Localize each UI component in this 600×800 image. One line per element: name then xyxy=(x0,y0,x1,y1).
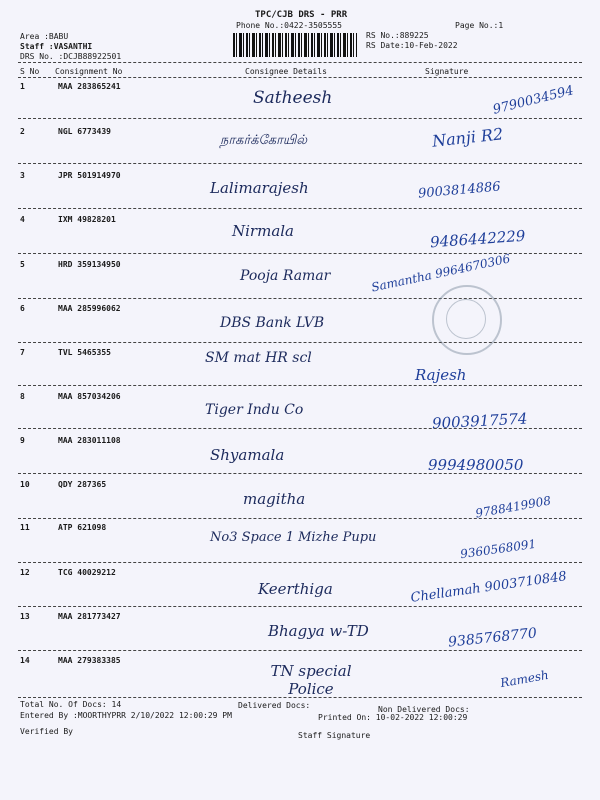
row-signature: 9360568091 xyxy=(459,536,537,562)
row-sno: 14 xyxy=(20,656,30,665)
drs-number: DRS No. :DCJB88922501 xyxy=(20,52,122,61)
row-consignee: Pooja Ramar xyxy=(240,268,331,284)
row-signature: 9788419908 xyxy=(474,493,552,521)
rs-number: RS No.:889225 xyxy=(366,31,429,40)
row-consignee: Keerthiga xyxy=(258,580,333,598)
row-divider xyxy=(18,118,582,119)
row-sno: 9 xyxy=(20,436,25,445)
row-consignment: NGL 6773439 xyxy=(58,127,111,136)
area-field: Area :BABU xyxy=(20,32,69,41)
row-consignee: நாகர்க்கோயில் xyxy=(220,133,308,148)
row-divider xyxy=(18,428,582,429)
non-delivered-docs: Non Delivered Docs: xyxy=(378,705,470,714)
row-divider xyxy=(18,342,582,343)
header-rule-bottom xyxy=(18,77,582,78)
row-sno: 1 xyxy=(20,82,25,91)
row-consignee: Satheesh xyxy=(253,88,333,108)
company-stamp xyxy=(432,285,502,355)
row-sno: 12 xyxy=(20,568,30,577)
row-sno: 4 xyxy=(20,215,25,224)
row-signature: Samantha 9964670306 xyxy=(370,251,512,295)
row-divider xyxy=(18,650,582,651)
row-consignee: TN special Police xyxy=(270,662,352,698)
row-consignment: HRD 359134950 xyxy=(58,260,121,269)
row-divider xyxy=(18,606,582,607)
row-consignee: Nirmala xyxy=(232,222,294,240)
row-consignee: Lalimarajesh xyxy=(210,179,309,197)
row-consignee: Shyamala xyxy=(210,446,285,464)
row-consignee: magitha xyxy=(243,490,306,508)
row-divider xyxy=(18,208,582,209)
row-consignee: Bhagya w-TD xyxy=(268,622,369,640)
row-consignment: QDY 287365 xyxy=(58,480,107,489)
row-divider xyxy=(18,518,582,519)
row-signature: Ramesh xyxy=(499,667,550,691)
barcode xyxy=(233,33,357,57)
phone-number: Phone No.:0422-3505555 xyxy=(236,21,342,30)
row-consignment: TCG 40029212 xyxy=(58,568,116,577)
row-consignment: ATP 621098 xyxy=(58,523,107,532)
row-consignment: IXM 49828201 xyxy=(58,215,116,224)
document-title: TPC/CJB DRS - PRR xyxy=(255,10,348,20)
row-divider xyxy=(18,385,582,386)
row-consignee: No3 Space 1 Mizhe Pupu xyxy=(210,530,377,545)
row-signature: Chellamah 9003710848 xyxy=(409,569,568,606)
row-signature: Rajesh xyxy=(415,366,467,384)
row-consignment: MAA 285996062 xyxy=(58,304,121,313)
row-consignment: MAA 283011108 xyxy=(58,436,121,445)
row-consignment: JPR 501914970 xyxy=(58,171,121,180)
column-header-sno: S No xyxy=(20,67,40,76)
row-signature: 9994980050 xyxy=(428,456,524,474)
rs-date: RS Date:10-Feb-2022 xyxy=(366,41,458,50)
printed-on: Printed On: 10-02-2022 12:00:29 xyxy=(318,713,468,722)
column-header-consignee: Consignee Details xyxy=(245,67,327,76)
row-sno: 11 xyxy=(20,523,30,532)
row-sno: 2 xyxy=(20,127,25,136)
row-divider xyxy=(18,562,582,563)
row-consignee: SM mat HR scl xyxy=(205,350,312,366)
row-divider xyxy=(18,163,582,164)
row-consignment: MAA 857034206 xyxy=(58,392,121,401)
row-sno: 10 xyxy=(20,480,30,489)
column-header-signature: Signature xyxy=(425,67,469,76)
row-consignee: DBS Bank LVB xyxy=(220,315,325,331)
row-consignment: TVL 5465355 xyxy=(58,348,111,357)
row-consignment: MAA 283865241 xyxy=(58,82,121,91)
header-rule-top xyxy=(18,62,582,63)
table-bottom-rule xyxy=(18,697,582,698)
row-consignment: MAA 279383385 xyxy=(58,656,121,665)
row-signature: 9486442229 xyxy=(429,226,526,252)
staff-signature-label: Staff Signature xyxy=(298,731,371,740)
row-consignment: MAA 281773427 xyxy=(58,612,121,621)
row-sno: 3 xyxy=(20,171,25,180)
row-sno: 5 xyxy=(20,260,25,269)
row-signature: 9003814886 xyxy=(417,179,502,202)
row-sno: 8 xyxy=(20,392,25,401)
row-signature: 9003917574 xyxy=(431,409,528,433)
delivered-docs: Delivered Docs: xyxy=(238,701,311,710)
row-consignee: Tiger Indu Co xyxy=(205,402,304,418)
row-signature: Nanji R2 xyxy=(431,124,505,151)
row-sno: 6 xyxy=(20,304,25,313)
row-sno: 13 xyxy=(20,612,30,621)
entered-by: Entered By :MOORTHYPRR 2/10/2022 12:00:29 PM xyxy=(20,711,232,720)
row-signature: 9385768770 xyxy=(447,625,538,651)
total-docs: Total No. Of Docs: 14 xyxy=(20,700,122,709)
row-divider xyxy=(18,473,582,474)
page-number: Page No.:1 xyxy=(455,21,504,30)
column-header-consignment: Consignment No xyxy=(55,67,123,76)
verified-by: Verified By xyxy=(20,727,73,736)
row-signature: 9790034594 xyxy=(491,83,576,118)
row-divider xyxy=(18,298,582,299)
row-sno: 7 xyxy=(20,348,25,357)
staff-field: Staff :VASANTHI xyxy=(20,42,93,51)
